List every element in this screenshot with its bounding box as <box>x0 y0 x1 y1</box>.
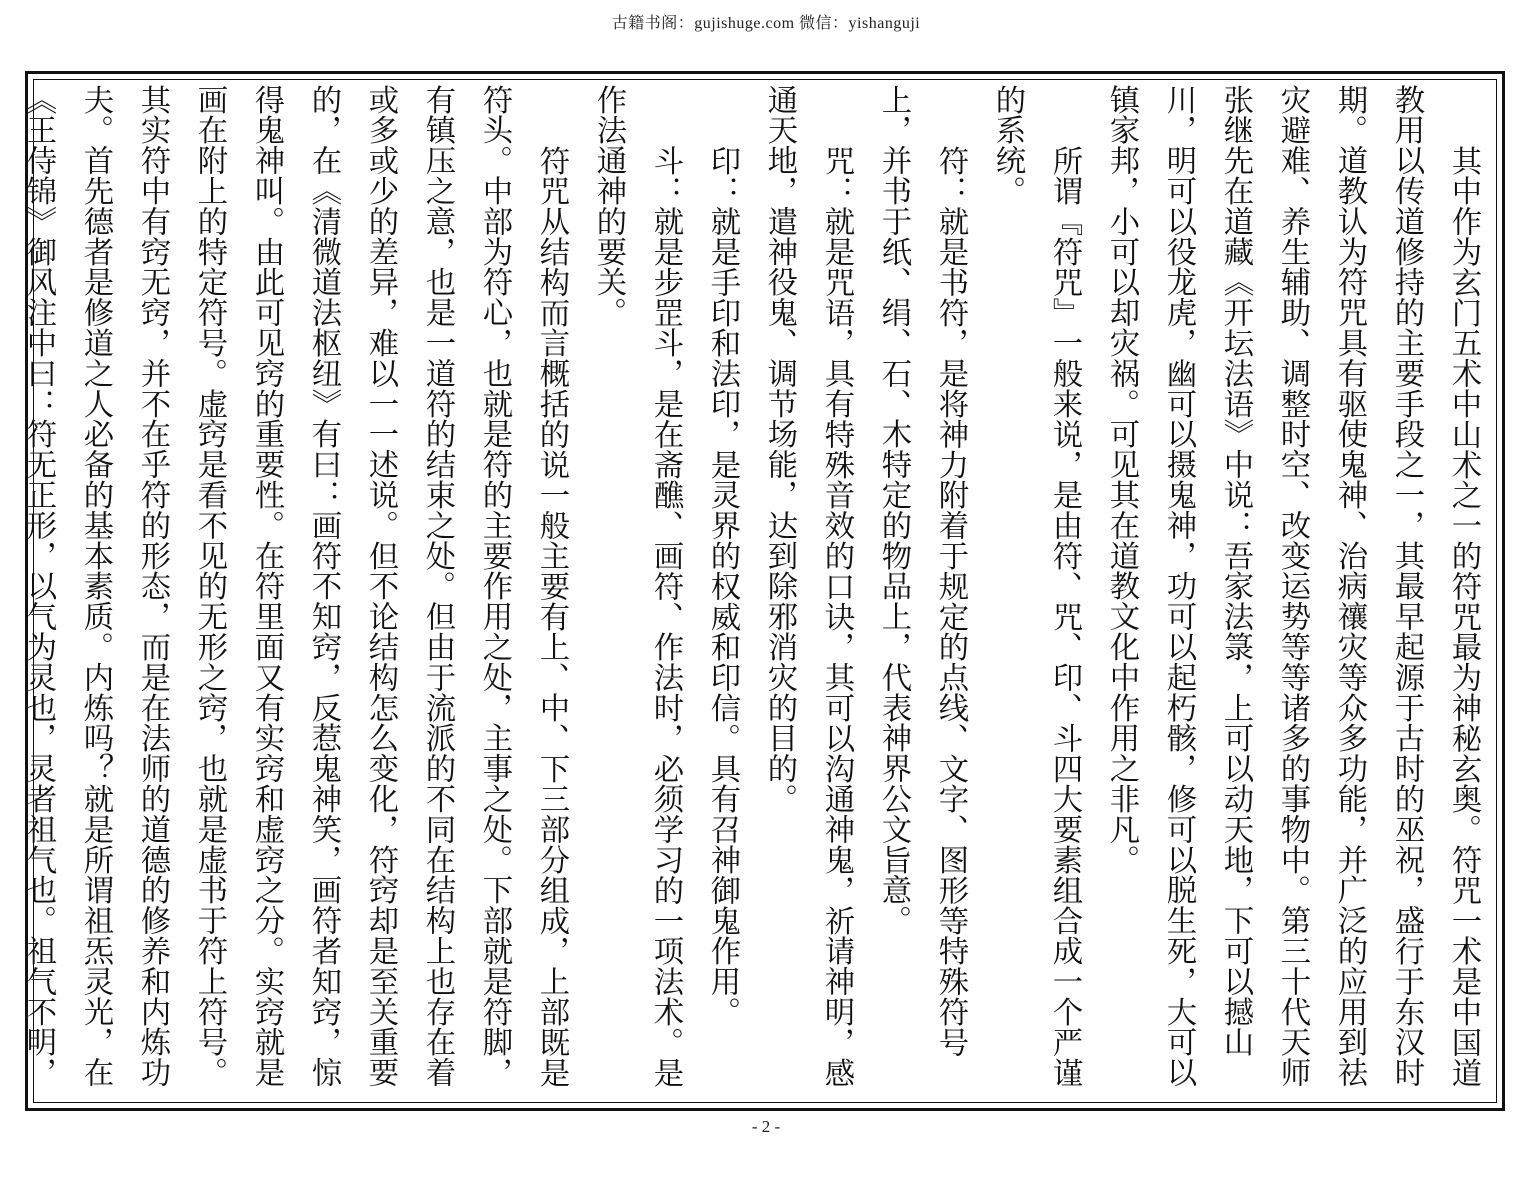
paragraph-intro: 其中作为玄门五术中山术之一的符咒最为神秘玄奥。符咒一术是中国道教用以传道修持的主要手段之一，其最早起源于古时的巫祝，盛行于东汉时期。道教认为符咒具有驱使鬼神、治病禳灾等众多功能，并广泛的应用到祛灾避难、养生辅助、调整时空、改变运势等等诸多的事物中。第三十代天师张继先在道藏《开坛法语》中说：吾家法箓，上可以动天地，下可以撼山川，明可以役龙虎，幽可以摄鬼神，功可以起朽骸，修可以脱生死，大可以镇家邦，小可以却灾祸。可见其在道教文化中作用之非凡。 <box>1104 84 1481 1088</box>
paragraph-yin: 印：就是手印和法印，是灵界的权威和印信。具有召神御鬼作用。 <box>705 144 740 1027</box>
paragraph-structure: 符咒从结构而言概括的说一般主要有上、中、下三部分组成，上部既是符头。中部为符心，也就是符的主要作用之处，主事之处。下部就是符脚，有镇压之意，也是一道符的结束之处。但由于流派的不同在结构上也存在着或多或少的差异，难以一一述说。但不论结构怎么变化，符窍却是至关重要的，在《清微道法枢纽》有曰：画符不知窍，反惹鬼神笑，画符者知窍，惊得鬼神叫。由此可见窍的重要性。在符里面又有实窍和虚窍之分。实窍就是画在附上的特定符号。虚窍是看不见的无形之窍，也就是虚书于符上符号。其实符中有窍无窍，并不在乎符的形态，而是在法师的道德的修养和内炼功夫。首先德者是修道之人必备的基本素质。内炼吗？就是所谓祖炁灵光，在《王侍锦》御风注中曰：符无正形，以气为灵也，灵者祖气也。祖气不明， <box>21 84 569 1088</box>
page-header: 古籍书阁：gujishuge.com 微信：yishanguji <box>611 15 921 32</box>
paragraph-dou: 斗：就是步罡斗，是在斋醮、画符、作法时，必须学习的一项法术。是作法通神的要关。 <box>591 84 683 1088</box>
paragraph-zhou: 咒：就是咒语，具有特殊音效的口诀，其可以沟通神鬼，祈请神明，感通天地，遣神役鬼、调节场能，达到除邪消灾的目的。 <box>762 84 854 1088</box>
paragraph-fu: 符：就是书符，是将神力附着于规定的点线、文字、图形等特殊符号上，并书于纸、绢、石、木特定的物品上，代表神界公文旨意。 <box>876 84 968 1057</box>
vertical-text-body <box>21 84 1492 1100</box>
page-number: - 2 - <box>751 1117 781 1136</box>
paragraph-definition: 所谓『符咒』一般来说，是由符、咒、印、斗四大要素组合成一个严谨的系统。 <box>990 84 1082 1088</box>
